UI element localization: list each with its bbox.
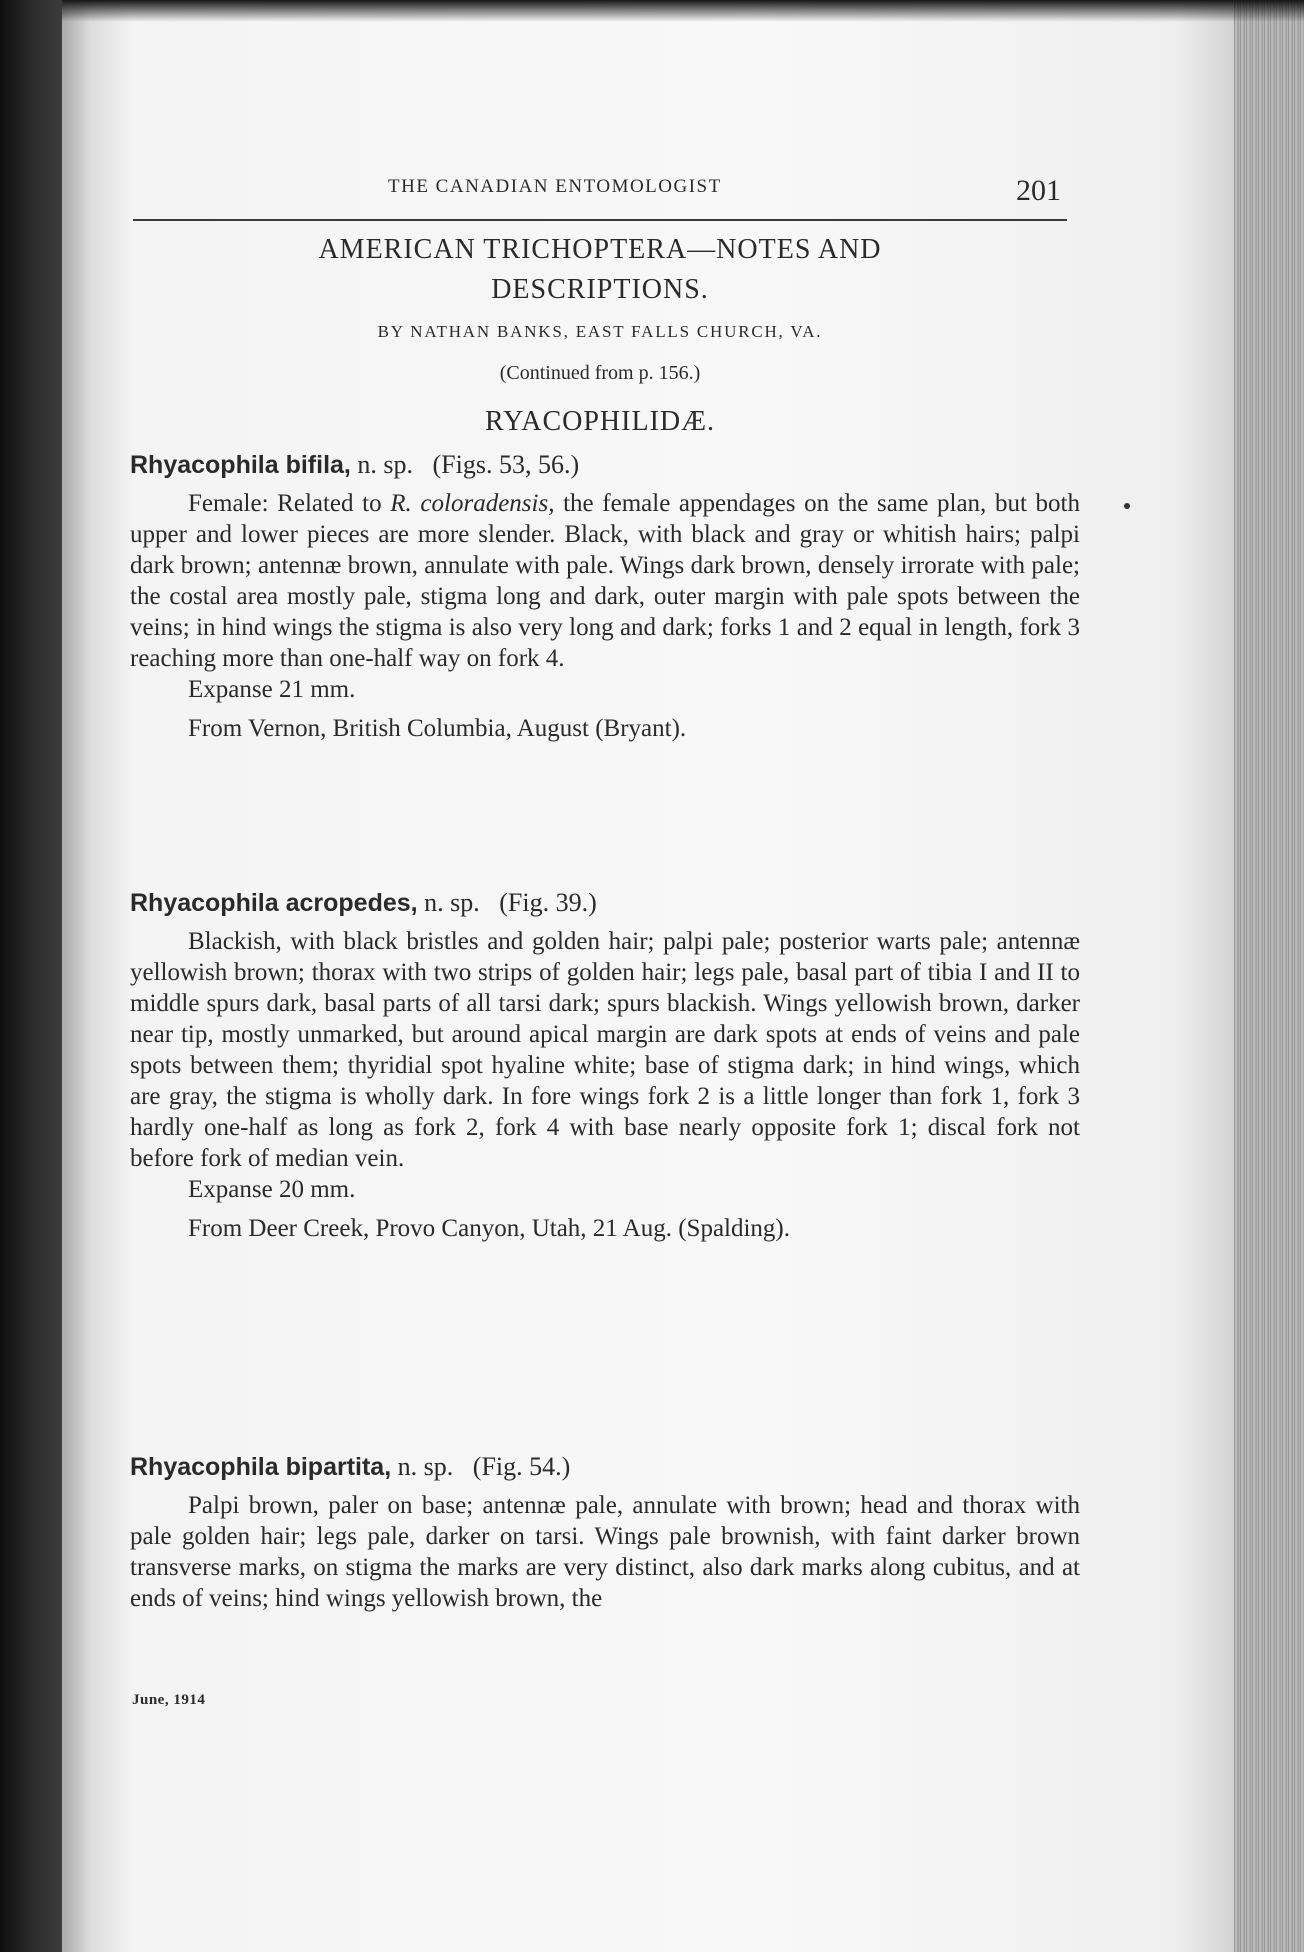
species-heading — [130, 1452, 1080, 1482]
species-name: Rhyacophila bipartita, — [130, 1453, 392, 1481]
species-heading — [130, 450, 1080, 480]
species-name: Rhyacophila acropedes, — [130, 889, 418, 917]
species-locality: From Vernon, British Columbia, August (Bryant). — [188, 715, 687, 742]
species-description: Female: Related to R. coloradensis, the female appendages on the same plan, but both upper and lower pieces are more slender. Black, with black and gray or whitish hairs; palpi dark brown; antennæ brown, annulate with pale. Wings dark brown, densely irrorate with pale; the costal area mostly pale, stigma long and dark, outer margin with pale spots between the veins; in hind wings the stigma is also very long and dark; forks 1 and 2 equal in length, fork 3 reaching more than one-half way on fork 4. — [130, 490, 1080, 672]
article-title-line-1: AMERICAN TRICHOPTERA—NOTES AND — [318, 234, 882, 265]
species-entry — [130, 1452, 1080, 1614]
species-expanse: Expanse 20 mm. — [188, 1176, 356, 1203]
species-status: n. sp. — [391, 1452, 454, 1481]
species-entry — [130, 888, 1080, 1244]
species-status: n. sp. — [350, 450, 413, 479]
species-figs: (Fig. 54.) — [472, 1452, 571, 1481]
margin-speck — [1124, 503, 1130, 509]
family-heading: RYACOPHILIDÆ. — [484, 406, 716, 437]
species-expanse: Expanse 21 mm. — [188, 676, 356, 703]
species-figs: (Figs. 53, 56.) — [432, 450, 580, 479]
issue-date-footer: June, 1914 — [132, 1692, 206, 1708]
species-locality: From Deer Creek, Provo Canyon, Utah, 21 Aug. (Spalding). — [188, 1215, 791, 1242]
header-rule — [133, 219, 1067, 221]
byline: BY NATHAN BANKS, EAST FALLS CHURCH, VA. — [377, 322, 823, 341]
page-number: 201 — [1016, 174, 1061, 207]
species-entry — [130, 450, 1080, 744]
species-status: n. sp. — [417, 888, 480, 917]
species-description: Palpi brown, paler on base; antennæ pale, annulate with brown; head and thorax with pale golden hair; legs pale, darker on tarsi. Wings pale brownish, with faint darker brown transverse marks, on stigma the marks are very distinct, also dark marks along cubitus, and at ends of veins; hind wings yellowish brown, the — [130, 1492, 1080, 1612]
species-heading — [130, 888, 1080, 918]
continued-note: (Continued from p. 156.) — [499, 362, 701, 384]
species-name: Rhyacophila bifila, — [130, 451, 351, 479]
article-title-line-2: DESCRIPTIONS. — [491, 274, 709, 305]
running-head: THE CANADIAN ENTOMOLOGIST — [388, 176, 722, 197]
article-title — [140, 230, 1060, 310]
species-description: Blackish, with black bristles and golden hair; palpi pale; posterior warts pale; antennæ yellowish brown; thorax with two strips of golden hair; legs pale, basal part of tibia I and II to middle spurs dark, basal parts of all tarsi dark; spurs blackish. Wings yellowish brown, darker near tip, mostly unmarked, but around apical margin are dark spots at ends of veins and pale spots between them; thyridial spot hyaline white; base of stigma dark; in hind wings, which are gray, the stigma is wholly dark. In fore wings fork 2 is a little longer than fork 1, fork 3 hardly one-half as long as fork 2, fork 4 with base nearly opposite fork 1; discal fork not before fork of median vein. — [130, 928, 1080, 1172]
species-italic-ref: R. coloradensis, — [390, 490, 555, 517]
species-figs: (Fig. 39.) — [499, 888, 597, 917]
